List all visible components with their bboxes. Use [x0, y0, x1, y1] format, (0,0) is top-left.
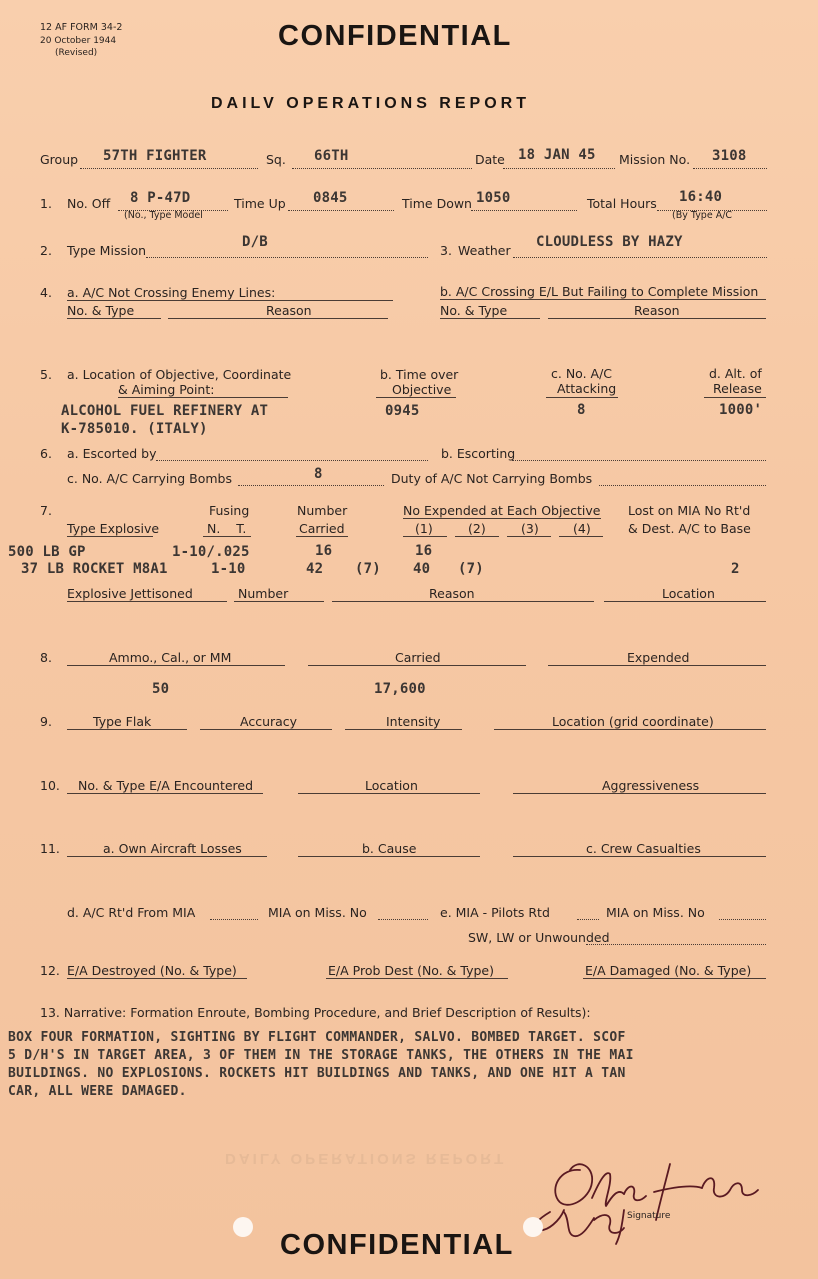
- explosive-carried: 42: [306, 561, 324, 577]
- loss-cause-label: b. Cause: [362, 841, 417, 856]
- dest-base-label: & Dest. A/C to Base: [628, 521, 751, 536]
- mission-label: Mission No.: [619, 152, 691, 167]
- date-value: 18 JAN 45: [518, 147, 596, 163]
- time-down-value: 1050: [476, 190, 511, 206]
- ea-destroyed-label: E/A Destroyed (No. & Type): [67, 963, 237, 978]
- mission-value: 3108: [712, 148, 747, 164]
- ea-damaged-label: E/A Damaged (No. & Type): [585, 963, 752, 978]
- no-attacking-label: c. No. A/C: [551, 366, 613, 381]
- objective-col-3: (3): [521, 521, 539, 536]
- rtd-from-mia-label: d. A/C Rt'd From MIA: [67, 905, 196, 920]
- form-revised: (Revised): [55, 48, 98, 58]
- bleed-through: DAILY OPERATIONS REPORT: [225, 1150, 507, 1167]
- time-up-value: 0845: [313, 190, 348, 206]
- report-title: DAILV OPERATIONS REPORT: [211, 95, 530, 112]
- not-crossing-reason: Reason: [266, 303, 312, 318]
- objective-col-2: (2): [468, 521, 486, 536]
- narrative-label: 13. Narrative: Formation Enroute, Bombing Procedure, and Brief Description of Results):: [40, 1005, 591, 1020]
- no-off-label: No. Off: [67, 196, 111, 211]
- time-up-label: Time Up: [234, 196, 286, 211]
- punch-hole-right: [523, 1217, 543, 1237]
- expended-label: No Expended at Each Objective: [403, 503, 601, 518]
- row-5-number: 5.: [40, 367, 52, 382]
- attacking-label: Attacking: [557, 381, 617, 396]
- sq-label: Sq.: [266, 152, 286, 167]
- objective-label-2: Objective: [392, 382, 452, 397]
- weather-value: CLOUDLESS BY HAZY: [536, 234, 683, 250]
- not-crossing-no-type: No. & Type: [67, 303, 135, 318]
- row-6-number: 6.: [40, 446, 52, 461]
- classification-top: CONFIDENTIAL: [278, 20, 512, 52]
- jettisoned-reason-label: Reason: [429, 586, 475, 601]
- objective-label: a. Location of Objective, Coordinate: [67, 367, 292, 382]
- form-date: 20 October 1944: [40, 36, 117, 46]
- objective-col-4: (4): [573, 521, 591, 536]
- not-crossing-label: a. A/C Not Crossing Enemy Lines:: [67, 285, 276, 300]
- flak-location-label: Location (grid coordinate): [552, 714, 714, 729]
- group-value: 57TH FIGHTER: [103, 148, 207, 164]
- crew-casualties-label: c. Crew Casualties: [586, 841, 701, 856]
- jettisoned-number-label: Number: [238, 586, 289, 601]
- ea-encountered-label: No. & Type E/A Encountered: [78, 778, 254, 793]
- wounded-label: SW, LW or Unwounded: [468, 930, 610, 945]
- date-label: Date: [475, 152, 505, 167]
- carrying-bombs-label: c. No. A/C Carrying Bombs: [67, 471, 233, 486]
- own-losses-label: a. Own Aircraft Losses: [103, 841, 242, 856]
- row-7-number: 7.: [40, 503, 52, 518]
- row-11-number: 11.: [40, 841, 60, 856]
- duty-label: Duty of A/C Not Carrying Bombs: [391, 471, 593, 486]
- ammo-carried-label: Carried: [395, 650, 441, 665]
- fusing-label: Fusing: [209, 503, 250, 518]
- handwritten-signature: [520, 1140, 780, 1250]
- explosive-lost: 2: [731, 561, 740, 577]
- ammo-expended-label: Expended: [627, 650, 690, 665]
- explosive-type: 37 LB ROCKET M8A1: [21, 561, 168, 577]
- total-hours-value: 16:40: [679, 189, 723, 205]
- escorting-label: b. Escorting: [441, 446, 516, 461]
- time-over-value: 0945: [385, 403, 420, 419]
- pilots-rtd-label: e. MIA - Pilots Rtd: [440, 905, 550, 920]
- release-label: Release: [713, 381, 762, 396]
- time-over-label: b. Time over: [380, 367, 459, 382]
- objective-col-1: (1): [415, 521, 433, 536]
- failing-no-type: No. & Type: [440, 303, 508, 318]
- row-12-number: 12.: [40, 963, 60, 978]
- mia-miss-no-label: MIA on Miss. No: [268, 905, 367, 920]
- objective-line-1: ALCOHOL FUEL REFINERY AT: [61, 403, 269, 419]
- ammo-carried-value: 17,600: [374, 681, 426, 697]
- lost-label: Lost on MIA No Rt'd: [628, 503, 751, 518]
- row-2-number: 2.: [40, 243, 52, 258]
- no-off-sub: (No., Type Model: [124, 210, 203, 221]
- no-off-value: 8 P-47D: [130, 190, 191, 206]
- mia-miss-no-label-2: MIA on Miss. No: [606, 905, 705, 920]
- group-label: Group: [40, 152, 79, 167]
- aiming-point-label: & Aiming Point:: [118, 382, 215, 397]
- time-down-label: Time Down: [402, 196, 472, 211]
- failing-mission-label: b. A/C Crossing E/L But Failing to Complete Mission: [440, 284, 759, 299]
- explosive-expended-extra: (7): [458, 561, 484, 577]
- narrative-line: 5 D/H'S IN TARGET AREA, 3 OF THEM IN THE STORAGE TANKS, THE OTHERS IN THE MAI: [8, 1048, 634, 1063]
- type-mission-label: Type Mission: [67, 243, 147, 258]
- explosive-expended: 16: [415, 543, 433, 559]
- signature-label: Signature: [627, 1211, 671, 1221]
- fusing-nt-label: N. T.: [207, 521, 247, 536]
- narrative-line: CAR, ALL WERE DAMAGED.: [8, 1084, 187, 1099]
- explosive-type: 500 LB GP: [8, 544, 86, 560]
- failing-reason: Reason: [634, 303, 680, 318]
- carrying-bombs-value: 8: [314, 466, 323, 482]
- jettisoned-location-label: Location: [662, 586, 715, 601]
- narrative-line: BUILDINGS. NO EXPLOSIONS. ROCKETS HIT BUILDINGS AND TANKS, AND ONE HIT A TAN: [8, 1066, 626, 1081]
- row-10-number: 10.: [40, 778, 60, 793]
- ea-aggressiveness-label: Aggressiveness: [602, 778, 700, 793]
- alt-release-label: d. Alt. of: [709, 366, 762, 381]
- form-id: 12 AF FORM 34-2: [40, 22, 123, 33]
- total-hours-sub: (By Type A/C: [672, 210, 733, 221]
- row-4-number: 4.: [40, 285, 52, 300]
- explosive-carried: 16: [315, 543, 333, 559]
- row-1-number: 1.: [40, 196, 52, 211]
- explosive-expended: 40: [413, 561, 431, 577]
- row-8-number: 8.: [40, 650, 52, 665]
- classification-bottom: CONFIDENTIAL: [280, 1229, 514, 1261]
- flak-accuracy-label: Accuracy: [240, 714, 298, 729]
- type-explosive-label: Type Explosive: [67, 521, 160, 536]
- jettisoned-label: Explosive Jettisoned: [67, 586, 193, 601]
- ea-location-label: Location: [365, 778, 418, 793]
- weather-label: Weather: [458, 243, 511, 258]
- punch-hole-left: [233, 1217, 253, 1237]
- ea-probable-label: E/A Prob Dest (No. & Type): [328, 963, 494, 978]
- attacking-value: 8: [577, 402, 586, 418]
- sq-value: 66TH: [314, 148, 349, 164]
- altitude-value: 1000': [719, 402, 763, 418]
- carried-label: Carried: [299, 521, 345, 536]
- row-9-number: 9.: [40, 714, 52, 729]
- total-hours-label: Total Hours: [587, 196, 657, 211]
- ammo-label: Ammo., Cal., or MM: [109, 650, 232, 665]
- number-label: Number: [297, 503, 348, 518]
- flak-type-label: Type Flak: [93, 714, 152, 729]
- explosive-fusing: 1-10/.025: [172, 544, 250, 560]
- explosive-carried-extra: (7): [355, 561, 381, 577]
- flak-intensity-label: Intensity: [386, 714, 441, 729]
- ammo-value: 50: [152, 681, 170, 697]
- escorted-by-label: a. Escorted by: [67, 446, 157, 461]
- row-3-number: 3.: [440, 243, 452, 258]
- narrative-line: BOX FOUR FORMATION, SIGHTING BY FLIGHT COMMANDER, SALVO. BOMBED TARGET. SCOF: [8, 1030, 626, 1045]
- type-mission-value: D/B: [242, 234, 268, 250]
- explosive-fusing: 1-10: [211, 561, 246, 577]
- objective-line-2: K-785010. (ITALY): [61, 421, 208, 437]
